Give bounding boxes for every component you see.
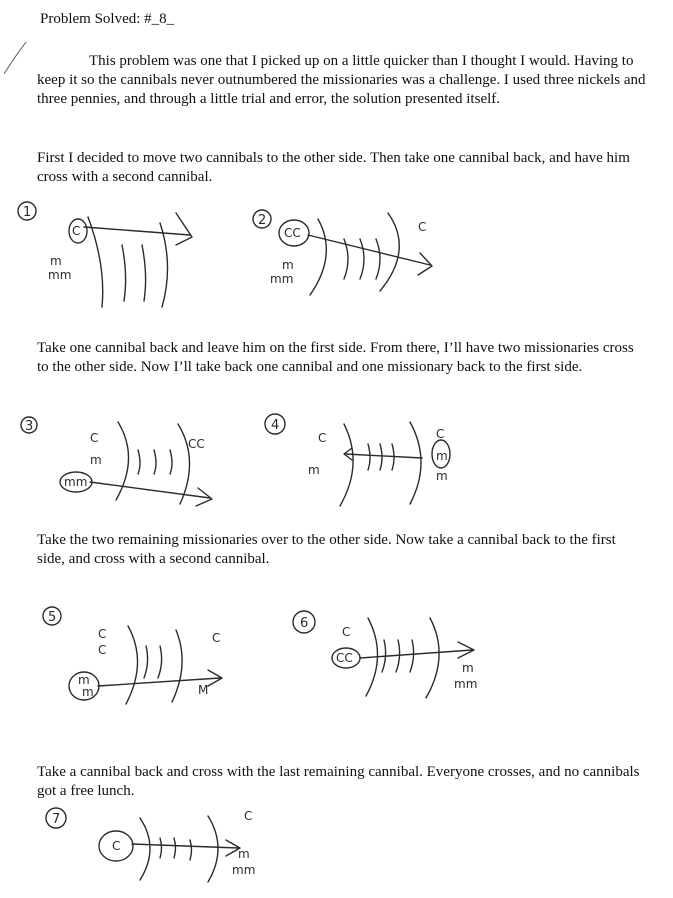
left-bank-label: CC xyxy=(284,226,301,240)
sketch-step-6 xyxy=(286,600,506,715)
sketch-step-3 xyxy=(10,408,230,518)
right-bank-label: C xyxy=(212,631,221,645)
right-bank-label: C xyxy=(244,809,253,823)
sketch-step-7 xyxy=(32,800,272,895)
step-number: 3 xyxy=(25,419,34,434)
right-bank-label: M xyxy=(198,683,209,697)
intro-paragraph: This problem was one that I picked up on a little quicker than I thought I would. Having to keep it so the cannibals never outnumbered the missionaries was a challenge. I used three nickels and three pennies, and through a little trial and error, the solution presented itself. xyxy=(37,53,646,107)
right-bank-label: mm xyxy=(232,863,256,877)
left-bank-label: m xyxy=(78,673,90,687)
right-bank-label: m xyxy=(436,469,448,483)
margin-pencil-mark xyxy=(0,40,30,80)
left-bank-label: m xyxy=(308,463,320,477)
left-bank-label: m xyxy=(90,453,102,467)
right-bank-label: C xyxy=(436,427,445,441)
left-bank-label: C xyxy=(90,431,99,445)
left-bank-label: C xyxy=(98,643,107,657)
sketch-step-2 xyxy=(248,195,448,325)
page-title: Problem Solved: #_8_ xyxy=(40,11,175,27)
left-bank-label: C xyxy=(112,839,121,853)
left-bank-label: m xyxy=(282,258,294,272)
step-number: 5 xyxy=(48,610,57,625)
right-bank-label: m xyxy=(436,449,448,463)
step-number: 4 xyxy=(271,418,280,433)
step-number: 6 xyxy=(300,616,309,631)
left-bank-label: C xyxy=(98,627,107,641)
left-bank-label: mm xyxy=(48,268,72,282)
step-number: 7 xyxy=(52,812,61,827)
right-bank-label: mm xyxy=(454,677,478,691)
left-bank-label: m xyxy=(50,254,62,268)
step-number: 1 xyxy=(23,205,32,220)
step-7-paragraph: Take a cannibal back and cross with the last remaining cannibal. Everyone crosses, and no cannibals got a free lunch. xyxy=(37,764,640,799)
right-bank-label: C xyxy=(418,220,427,234)
steps-3-4-paragraph: Take one cannibal back and leave him on the first side. From there, I’ll have two missionaries cross to the other side. Now I’ll take back one cannibal and one missionary back to the first side. xyxy=(37,340,634,375)
left-bank-label: C xyxy=(72,224,81,238)
step-number: 2 xyxy=(258,213,267,228)
steps-1-2-paragraph: First I decided to move two cannibals to the other side. Then take one cannibal back, and have him cross with a second cannibal. xyxy=(37,150,630,185)
left-bank-label: m xyxy=(82,685,94,699)
sketch-step-4 xyxy=(260,408,470,518)
right-bank-label: CC xyxy=(188,437,205,451)
left-bank-label: C xyxy=(318,431,327,445)
sketch-step-1 xyxy=(10,195,210,325)
steps-5-6-paragraph: Take the two remaining missionaries over to the other side. Now take a cannibal back to the first side, and cross with a second cannibal. xyxy=(37,532,616,567)
sketch-step-5 xyxy=(38,600,258,715)
right-bank-label: m xyxy=(238,847,250,861)
left-bank-label: mm xyxy=(270,272,294,286)
right-bank-label: m xyxy=(462,661,474,675)
left-bank-label: mm xyxy=(64,475,88,489)
left-bank-label: CC xyxy=(336,651,353,665)
left-bank-label: C xyxy=(342,625,351,639)
